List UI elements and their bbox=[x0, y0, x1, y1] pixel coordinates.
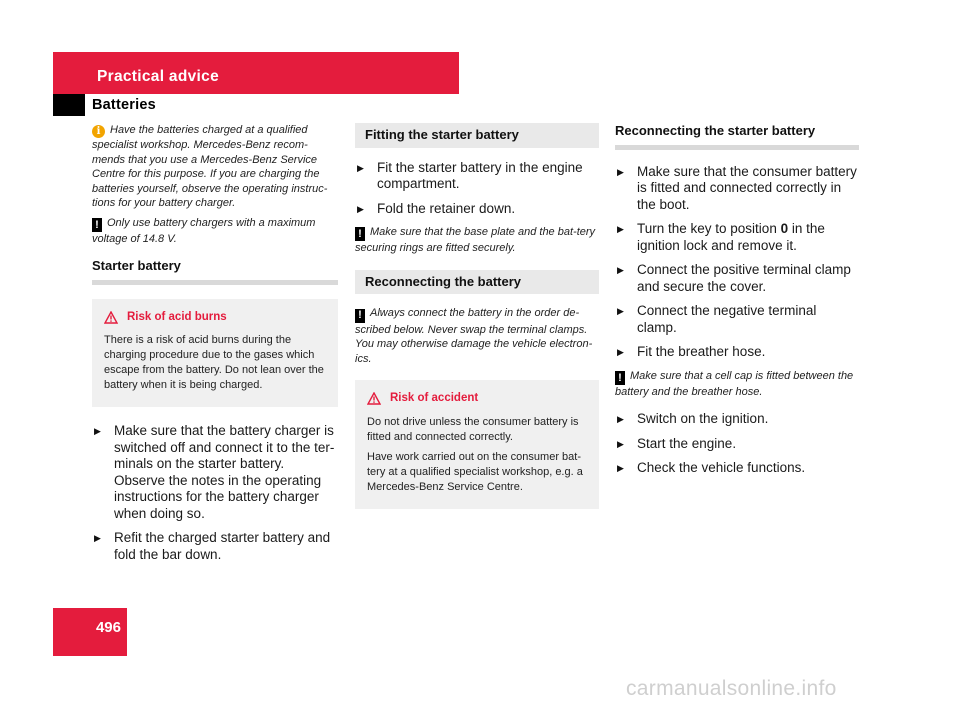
warning-title-text: Risk of acid burns bbox=[127, 310, 227, 323]
heading-fitting-starter-battery: Fitting the starter battery bbox=[355, 123, 599, 148]
arrow-right-icon: ▶ bbox=[617, 347, 624, 357]
warning-box-acid bbox=[92, 299, 338, 408]
column-right bbox=[615, 123, 859, 485]
list-item-text: Refit the charged starter battery and fold the bar down. bbox=[114, 530, 331, 562]
section-marker bbox=[53, 94, 85, 116]
arrow-right-icon: ▶ bbox=[617, 166, 624, 177]
page-number: 496 bbox=[95, 619, 121, 636]
info-icon: i bbox=[92, 125, 105, 138]
list-item bbox=[355, 201, 599, 218]
info-note-text: Have the batteries charged at a qualified specialist workshop. Mercedes-Benz recom-mends that you use a Mercedes-Benz Service Centre for this purpose. If you are charging the batteries yourself, observe the operating instruc-tions for your battery charger. bbox=[92, 124, 328, 209]
heading-reconnecting-battery: Reconnecting the battery bbox=[355, 270, 599, 295]
list-item bbox=[615, 164, 859, 214]
warning-note bbox=[355, 225, 599, 256]
arrow-right-icon: ▶ bbox=[617, 463, 624, 474]
exclamation-icon: ! bbox=[355, 309, 365, 323]
warning-text: Do not drive unless the consumer battery is fitted and connected correctly. bbox=[367, 415, 579, 443]
list-item-text: Fit the starter battery in the engine compartment. bbox=[377, 159, 583, 191]
step-text: in the ignition lock and remove it. bbox=[637, 221, 825, 253]
column-middle bbox=[355, 123, 599, 525]
exclamation-icon: ! bbox=[92, 218, 102, 232]
warning-note bbox=[615, 369, 859, 400]
step-text: Turn the key to position bbox=[637, 221, 781, 236]
arrow-right-icon: ▶ bbox=[94, 426, 101, 437]
warning-text: Have work carried out on the consumer bat-tery at a qualified specialist workshop, e.g. a Mercedes-Benz Service Centre. bbox=[367, 450, 583, 493]
arrow-right-icon: ▶ bbox=[617, 438, 624, 449]
heading-reconnecting-starter-battery: Reconnecting the starter battery bbox=[615, 123, 859, 150]
list-item bbox=[615, 344, 859, 361]
arrow-right-icon: ▶ bbox=[617, 414, 624, 425]
warning-note-text: Make sure that the base plate and the bat-tery securing rings are fitted securely. bbox=[355, 226, 596, 255]
watermark: carmanualsonline.info bbox=[626, 677, 837, 700]
list-item-text: Fold the retainer down. bbox=[377, 200, 516, 216]
warning-note bbox=[355, 306, 599, 366]
warning-title bbox=[104, 309, 326, 326]
list-item bbox=[615, 303, 859, 336]
warning-triangle-icon bbox=[104, 311, 118, 324]
list-item-text: Make sure that the consumer battery is fitted and connected correctly in the boot. bbox=[637, 163, 857, 212]
info-note bbox=[92, 123, 338, 211]
list-item bbox=[615, 221, 859, 254]
page-number-box bbox=[53, 608, 127, 656]
list-item bbox=[615, 411, 859, 428]
warning-triangle-icon bbox=[367, 392, 381, 405]
list-item-text: Fit the breather hose. bbox=[637, 344, 766, 359]
arrow-right-icon: ▶ bbox=[617, 265, 624, 275]
warning-title-text: Risk of accident bbox=[390, 392, 479, 404]
arrow-right-icon: ▶ bbox=[617, 224, 624, 234]
warning-box-accident bbox=[355, 380, 599, 509]
list-item bbox=[92, 530, 338, 563]
warning-note-text: Always connect the battery in the order de-scribed below. Never swap the terminal clamps. You may otherwise damage the vehicle electron-ics. bbox=[355, 307, 593, 365]
key-position: 0 bbox=[780, 221, 789, 236]
warning-note-text: Only use battery chargers with a maximum voltage of 14.8 V. bbox=[92, 216, 316, 245]
arrow-right-icon: ▶ bbox=[617, 306, 624, 316]
heading-starter-battery: Starter battery bbox=[92, 258, 338, 285]
list-item-text: Make sure that the battery charger is switched off and connect it to the ter-minals on the starter battery. Observe the notes in the operating instructions for the battery charger when doing so. bbox=[114, 423, 335, 521]
list-item bbox=[615, 436, 859, 453]
list-item-text: Switch on the ignition. bbox=[637, 411, 769, 427]
section-title: Practical advice bbox=[97, 68, 219, 85]
column-left bbox=[92, 123, 338, 571]
warning-note-text: Make sure that a cell cap is fitted between the battery and the breather hose. bbox=[615, 369, 854, 398]
warning-title bbox=[367, 390, 587, 407]
list-item-text: Start the engine. bbox=[637, 435, 737, 451]
subsection-title: Batteries bbox=[92, 97, 156, 113]
arrow-right-icon: ▶ bbox=[94, 533, 101, 544]
arrow-right-icon: ▶ bbox=[357, 203, 364, 214]
exclamation-icon: ! bbox=[355, 227, 365, 241]
list-item-text: Connect the negative terminal clamp. bbox=[637, 303, 817, 335]
list-item-text bbox=[637, 221, 859, 254]
list-item bbox=[615, 262, 859, 295]
list-item-text: Connect the positive terminal clamp and secure the cover. bbox=[637, 262, 851, 294]
warning-note bbox=[92, 216, 338, 247]
list-item bbox=[92, 423, 338, 522]
list-item-text: Check the vehicle functions. bbox=[637, 460, 806, 476]
list-item bbox=[355, 160, 599, 193]
list-item bbox=[615, 460, 859, 477]
exclamation-icon: ! bbox=[615, 371, 625, 385]
warning-text: There is a risk of acid burns during the charging procedure due to the gases which escape from the battery. Do not lean over the battery when it is being charged. bbox=[104, 334, 324, 392]
arrow-right-icon: ▶ bbox=[357, 162, 364, 173]
